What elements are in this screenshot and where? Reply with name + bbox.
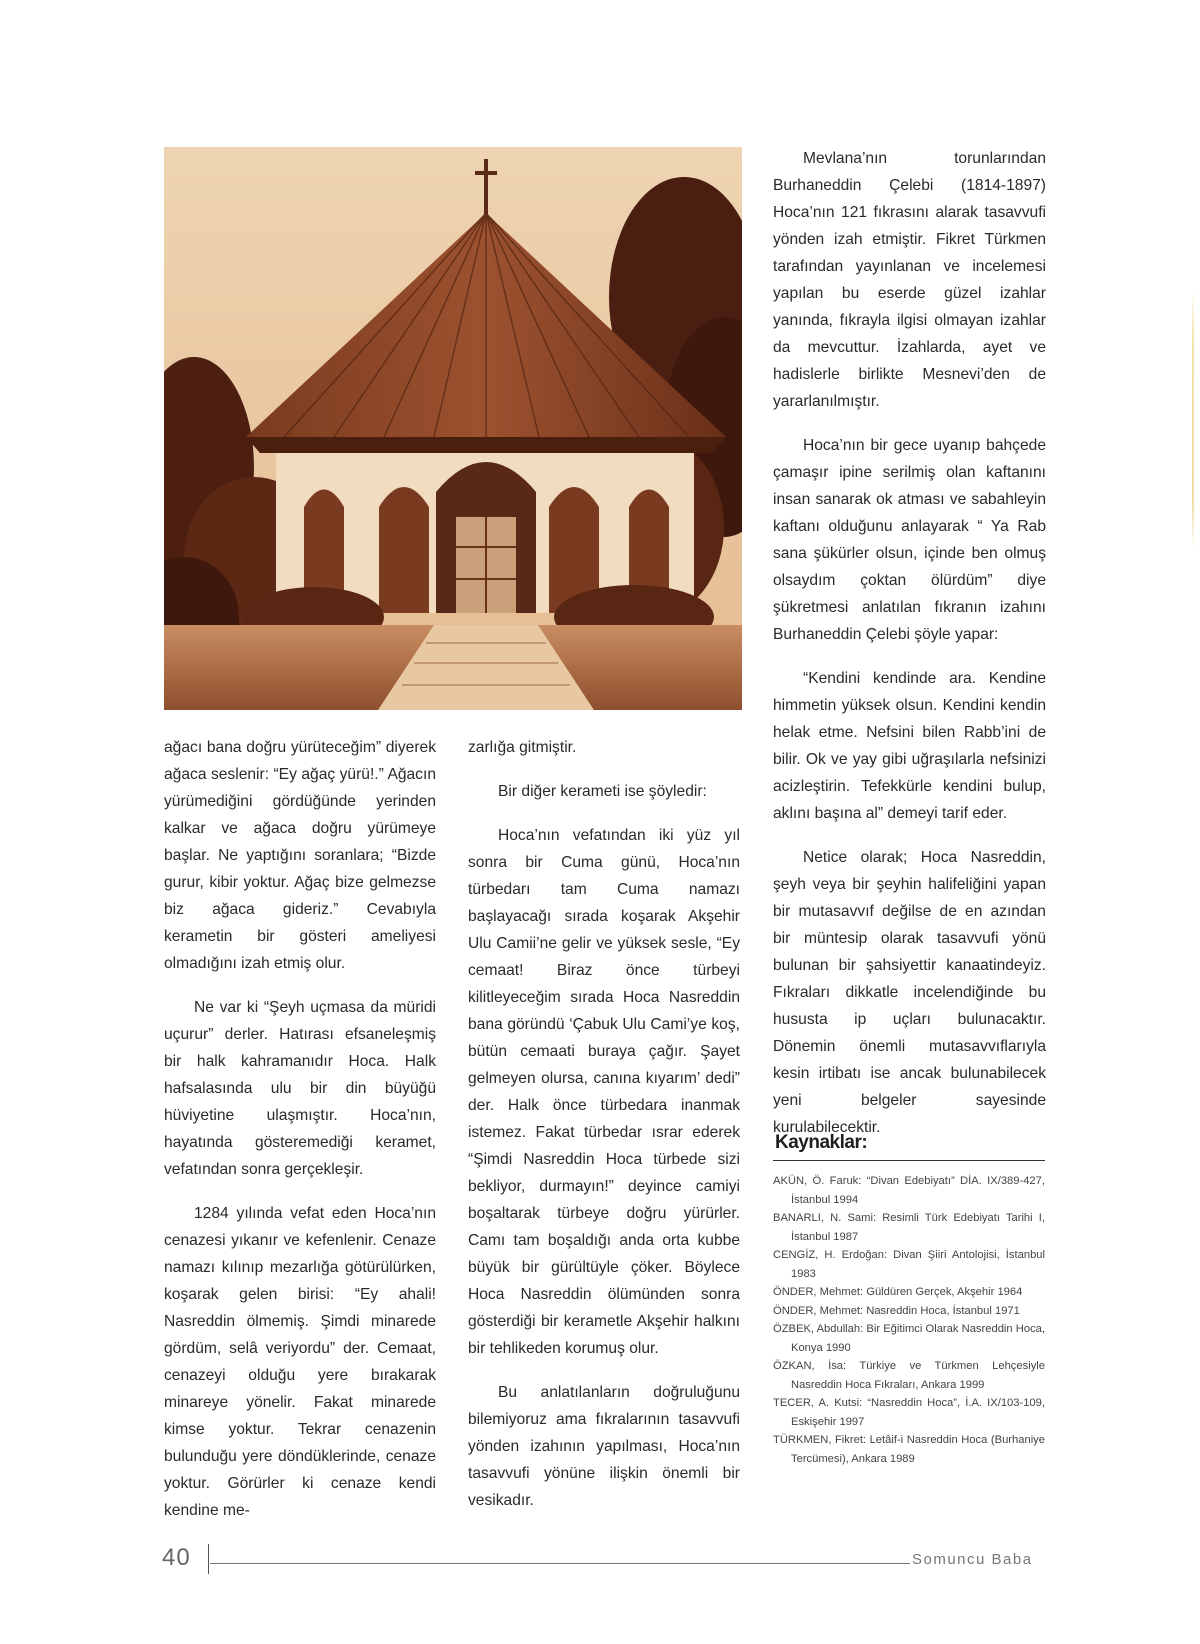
reference-item: ÖZBEK, Abdullah: Bir Eğitimci Olarak Nasreddin Hoca, Konya 1990	[773, 1323, 1045, 1354]
paragraph: 1284 yılında vefat eden Hoca’nın cenazesi yıkanır ve kefenlenir. Cenaze namazı kılınıp mezarlığa götürülürken, koşarak gelen birisi: “Ey ahali! Nasreddin ölmemiş. Şimdi minarede gördüm, selâ veriyordu” der. Cemaat, cenazeyi olduğu yere bırakarak minareye yönelir. Fakat minarede kimse yoktur. Tekrar cenazenin bulunduğu yere döndüklerinde, cenaze yoktur. Görürler ki cenaze kendi kendine me-	[164, 1205, 436, 1519]
reference-item: CENGİZ, H. Erdoğan: Divan Şiiri Antolojisi, İstanbul 1983	[773, 1249, 1045, 1280]
reference-item: TECER, A. Kutsi: “Nasreddin Hoca”, İ.A. IX/103-109, Eskişehir 1997	[773, 1397, 1045, 1428]
tomb-illustration	[164, 147, 742, 710]
paragraph: Hoca’nın vefatından iki yüz yıl sonra bir Cuma günü, Hoca’nın türbedarı tam Cuma namazı başlayacağı sırada koşarak Akşehir Ulu Camii’ne gelir ve yüksek sesle, “Ey cemaat! Biraz önce türbeyi kilitleyeceğim sırada Hoca Nasreddin bana göründü ‘Çabuk Ulu Cami’ye koş, bütün cemaati buraya çağır. Şayet gelmeyen olursa, canına kıyarım’ dedi” der. Halk önce türbedara inanmak istemez. Fakat türbedar ısrar ederek “Şimdi Nasreddin Hoca türbede sizi bekliyor, durmayın!” deyince camiyi boşaltarak türbeye doğru yürürler. Camı tam boşaldığı anda orta kubbe büyük bir gürültüyle çöker. Böylece Hoca Nasreddin ölümünden sonra gösterdiği bir kerametle Akşehir halkını bir tehlikeden korumuş olur.	[468, 827, 740, 1357]
reference-item: TÜRKMEN, Fikret: Letâif-i Nasreddin Hoca (Burhaniye Tercümesi), Ankara 1989	[773, 1434, 1045, 1465]
paragraph: zarlığa gitmiştir.	[468, 739, 577, 756]
article-column-right	[773, 145, 1046, 1158]
references-heading: Kaynaklar:	[775, 1132, 868, 1153]
references-divider	[773, 1160, 1045, 1161]
paragraph: ağacı bana doğru yürüteceğim” diyerek ağaca seslenir: “Ey ağaç yürü!.” Ağacın yürümediğini gördüğünde yerinden kalkar ve ağaca doğru yürümeye başlar. Ne yaptığını soranlara; “Bizde gurur, kibir yoktur. Ağaç bize gelmezse biz ağaca gideriz.” Cevabıyla kerametin bir gösteri ameliyesi olmadığını izah etmiş olur.	[164, 739, 436, 972]
paragraph: Netice olarak; Hoca Nasreddin, şeyh veya bir şeyhin halifeliğini yapan bir mutasavvıf değilse de en azından bir müntesip olarak tasavvufi yönü bulunan bir şahsiyettir kanaatindeyiz. Fıkraları dikkatle incelendiğinde bu hususta ip uçları bulunacaktır. Dönemin önemli mutasavvıflarıyla kesin irtibatı ise ancak bulunabilecek yeni belgeler sayesinde kurulabilecektir.	[773, 849, 1046, 1136]
paragraph: Bu anlatılanların doğruluğunu bilemiyoruz ama fıkralarının tasavvufi yönden izahının yapılması, Hoca’nın tasavvufi yönüne ilişkin önemli bir vesikadır.	[468, 1384, 740, 1509]
paragraph: Hoca’nın bir gece uyanıp bahçede çamaşır ipine serilmiş olan kaftanını insan sanarak ok atması ve sabahleyin kaftanı olduğunu anlayarak “ Ya Rab sana şükürler olsun, içinde ben olmuş olsaydım çoktan ölürdüm” diye şükretmesi anlatılan fıkranın izahını Burhaneddin Çelebi şöyle yapar:	[773, 437, 1046, 643]
paragraph: “Kendini kendinde ara. Kendine himmetin yüksek olsun. Kendini kendin helak etme. Nefsini bilen Rabb’ini de bilir. Ok ve yay gibi uğraşılarla nefsinizi acizleştirin. Tefekkürle kendini bulup, aklını başına al” demeyi tarif eder.	[773, 670, 1046, 822]
tomb-photo	[164, 147, 742, 710]
footer-rule	[210, 1563, 910, 1564]
references-list	[773, 1172, 1045, 1468]
reference-item: ÖZKAN, İsa: Türkiye ve Türkmen Lehçesiyle Nasreddin Hoca Fıkraları, Ankara 1999	[773, 1360, 1045, 1391]
paragraph: Mevlana’nın torunlarından Burhaneddin Çelebi (1814-1897) Hoca’nın 121 fıkrasını alarak tasavvufi yönden izah etmiştir. Fikret Türkmen tarafından yayınlanan ve incelemesi yapılan bu eserde güzel izahlar yanında, fıkrayla ilgisi olmayan izahlar da mevcuttur. İzahlarda, ayet ve hadislerle birlikte Mesnevi’den de yararlanılmıştır.	[773, 150, 1046, 410]
article-column-middle	[468, 734, 740, 1531]
magazine-name: Somuncu Baba	[912, 1551, 1033, 1568]
article-column-left	[164, 734, 436, 1541]
page-number-divider	[208, 1544, 209, 1574]
reference-item: AKÜN, Ö. Faruk: “Divan Edebiyatı” DİA. IX/389-427, İstanbul 1994	[773, 1175, 1045, 1206]
page-number: 40	[162, 1544, 191, 1571]
page-edge-mark	[1192, 290, 1194, 550]
paragraph: Bir diğer kerameti ise şöyledir:	[498, 783, 707, 800]
reference-item: ÖNDER, Mehmet: Güldüren Gerçek, Akşehir 1964	[773, 1286, 1023, 1298]
reference-item: BANARLI, N. Sami: Resimli Türk Edebiyatı Tarihi I, İstanbul 1987	[773, 1212, 1045, 1243]
reference-item: ÖNDER, Mehmet: Nasreddin Hoca, İstanbul 1971	[773, 1304, 1020, 1317]
paragraph: Ne var ki “Şeyh uçmasa da müridi uçurur” derler. Hatırası efsaneleşmiş bir halk kahramanıdır Hoca. Halk hafsalasında ulu bir din büyüğü hüviyetine ulaşmıştır. Hoca’nın, hayatında gösteremediği keramet, vefatından sonra gerçekleşir.	[164, 999, 436, 1178]
